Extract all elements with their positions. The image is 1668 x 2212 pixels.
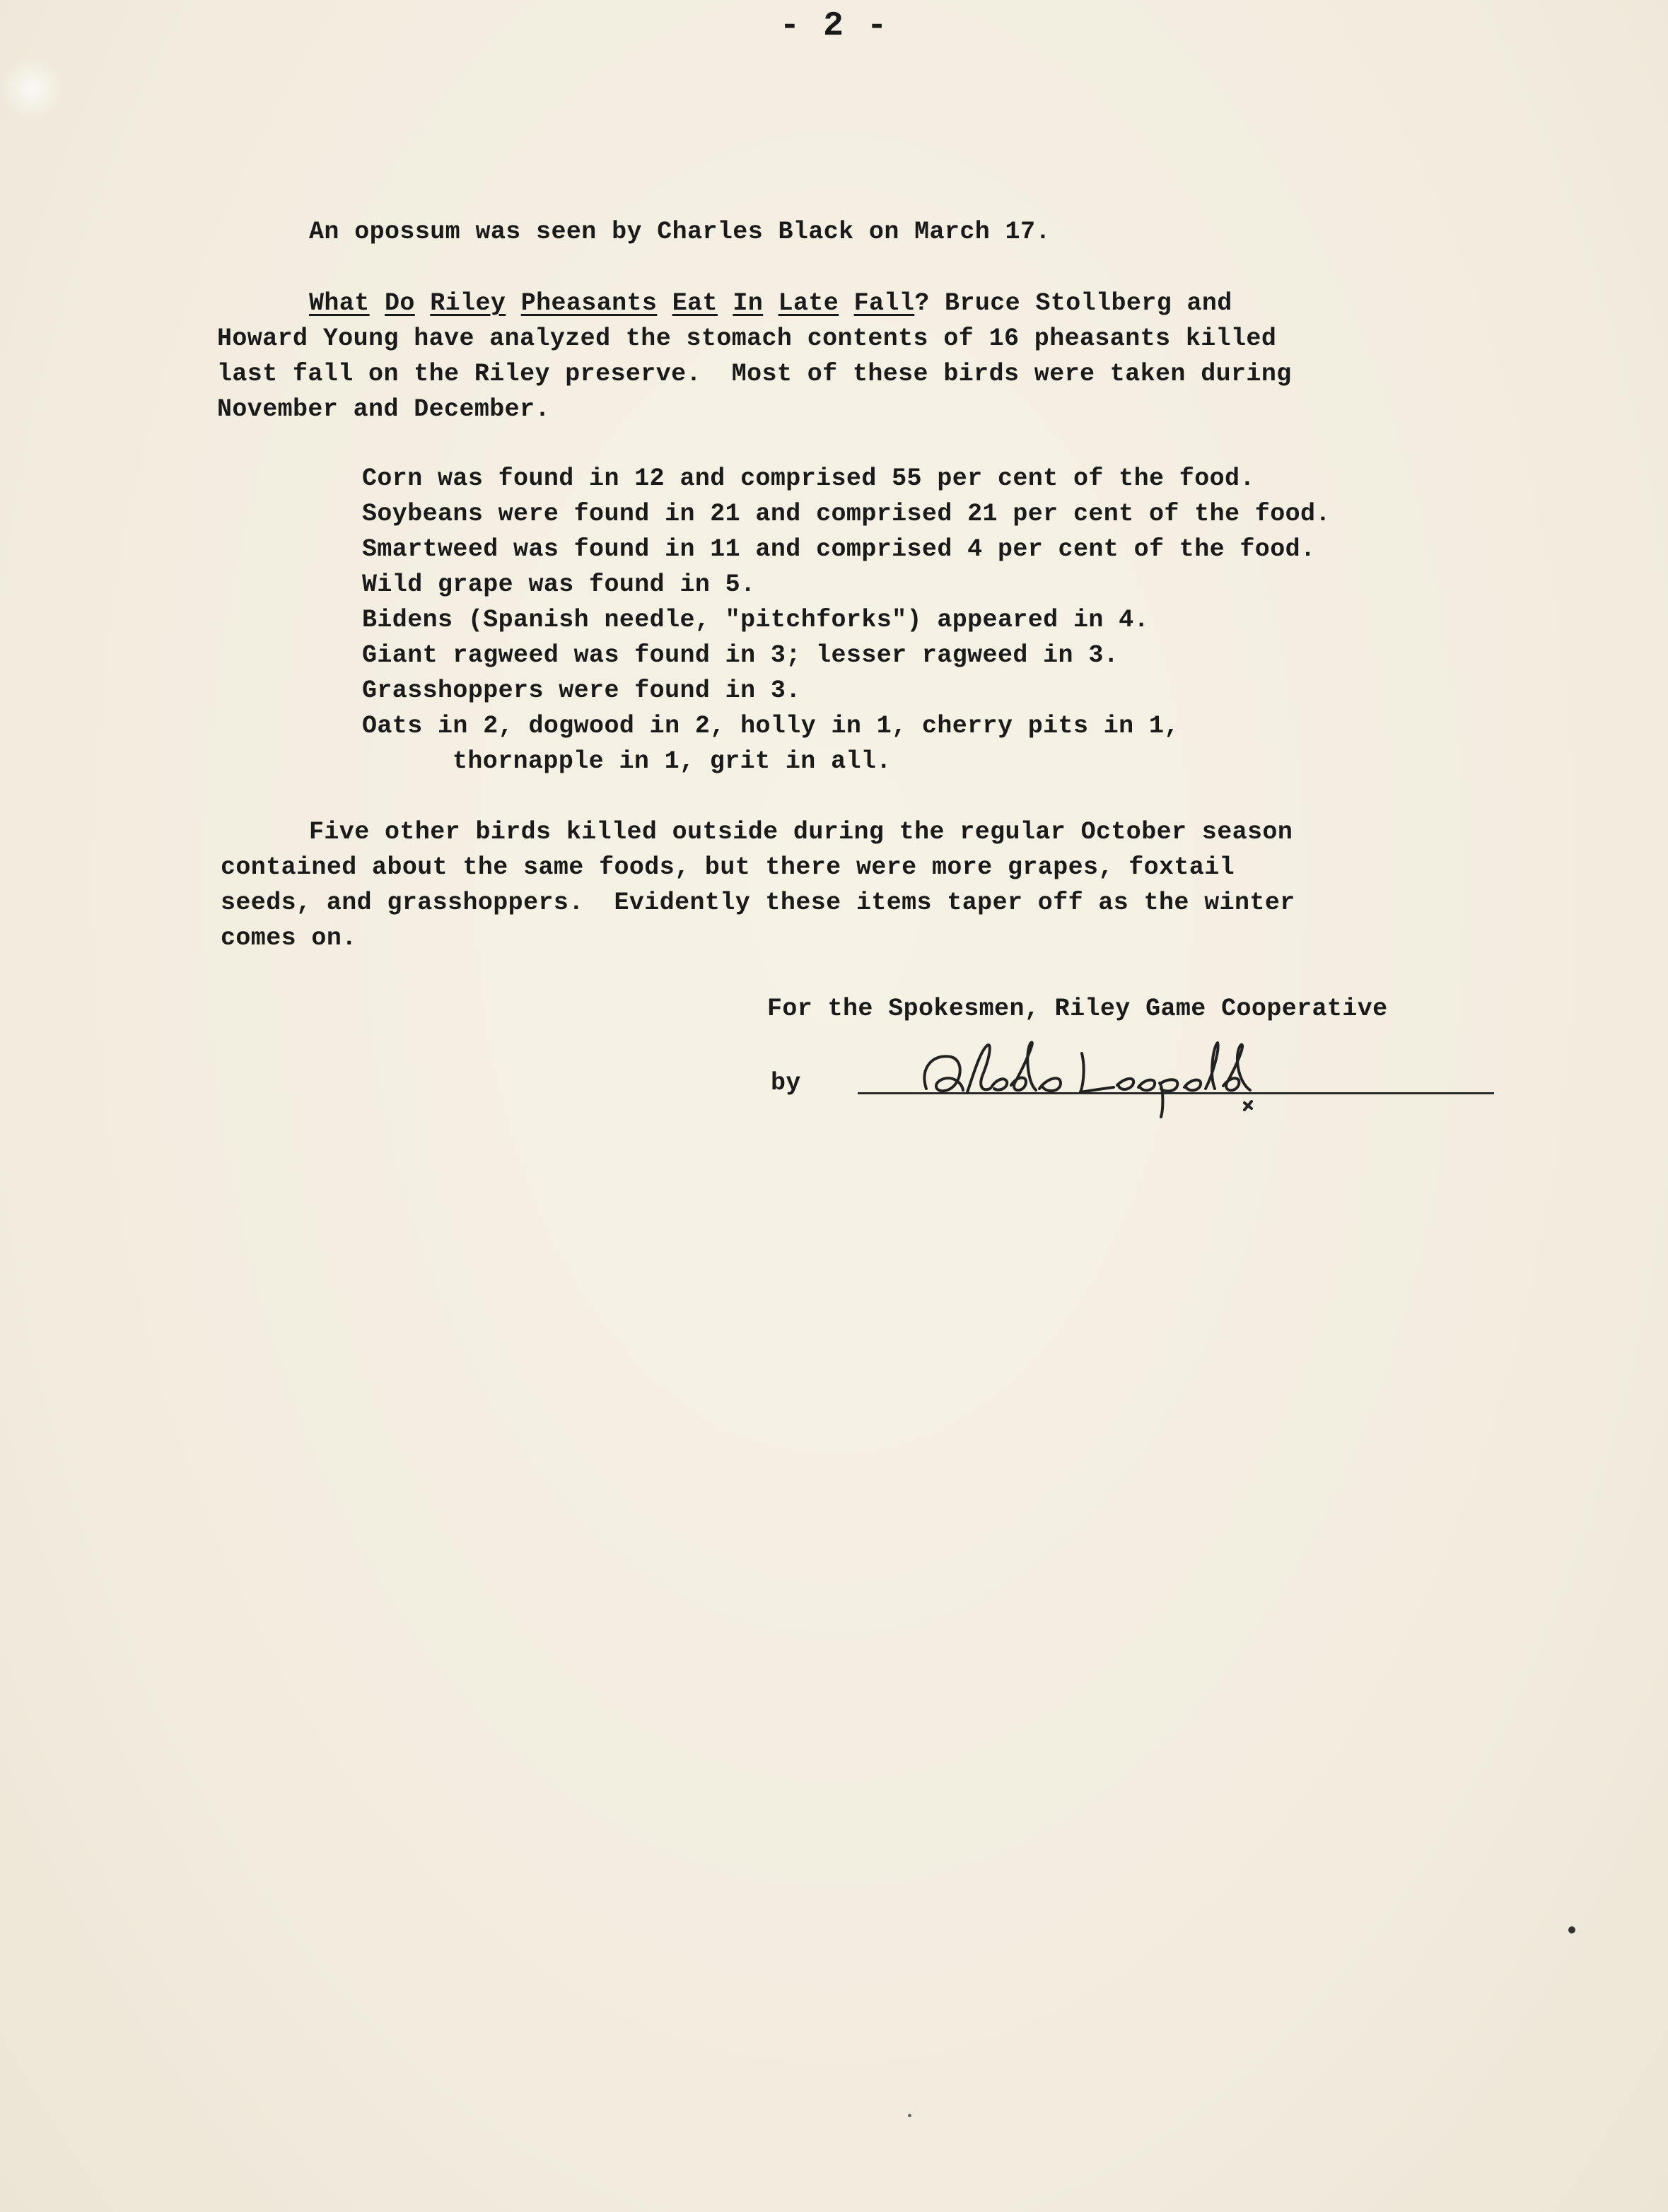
paragraph-line: seeds, and grasshoppers. Evidently these items taper off as the winter [221, 889, 1295, 917]
page-number: - 2 - [779, 7, 889, 45]
finding-item: Wild grape was found in 5. [362, 570, 756, 599]
paragraph-line: Howard Young have analyzed the stomach contents of 16 pheasants killed [217, 324, 1277, 353]
heading-question-mark: ? [914, 289, 930, 317]
heading-word: Pheasants [520, 289, 658, 317]
ink-dot [1568, 1926, 1575, 1933]
finding-item: Giant ragweed was found in 3; lesser ragweed in 3. [362, 641, 1119, 669]
finding-item: Oats in 2, dogwood in 2, holly in 1, cherry pits in 1, [362, 712, 1179, 740]
finding-item-continuation: thornapple in 1, grit in all. [453, 747, 892, 776]
finding-item: Grasshoppers were found in 3. [362, 677, 801, 705]
heading-word: Do [385, 289, 415, 317]
paragraph-line: last fall on the Riley preserve. Most of these birds were taken during [217, 360, 1292, 388]
ink-dot [908, 2114, 911, 2117]
paragraph-text: Bruce Stollberg and [929, 289, 1232, 317]
paragraph-line: Five other birds killed outside during the regular October season [309, 818, 1293, 846]
finding-item: Smartweed was found in 11 and comprised 4 per cent of the food. [362, 535, 1316, 563]
heading-word: In [733, 289, 764, 317]
section-heading-line [309, 288, 1232, 319]
closing-line: For the Spokesmen, Riley Game Cooperative [767, 995, 1388, 1023]
finding-item: Bidens (Spanish needle, "pitchforks") appeared in 4. [362, 606, 1149, 634]
paragraph-line: November and December. [217, 395, 550, 423]
paper-stain [0, 57, 64, 120]
opossum-sentence: An opossum was seen by Charles Black on March 17. [309, 218, 1051, 246]
heading-word: Eat [672, 289, 718, 317]
paragraph-line: contained about the same foods, but there were more grapes, foxtail [221, 853, 1235, 882]
heading-word: Late [778, 289, 839, 317]
by-label: by [771, 1069, 801, 1097]
finding-item: Soybeans were found in 21 and comprised 21 per cent of the food. [362, 500, 1331, 528]
paragraph-line: comes on. [221, 924, 357, 952]
heading-word: Fall [853, 289, 915, 317]
signature [912, 1025, 1280, 1124]
finding-item: Corn was found in 12 and comprised 55 per cent of the food. [362, 464, 1255, 493]
heading-word: What [309, 289, 370, 317]
heading-word: Riley [430, 289, 506, 317]
